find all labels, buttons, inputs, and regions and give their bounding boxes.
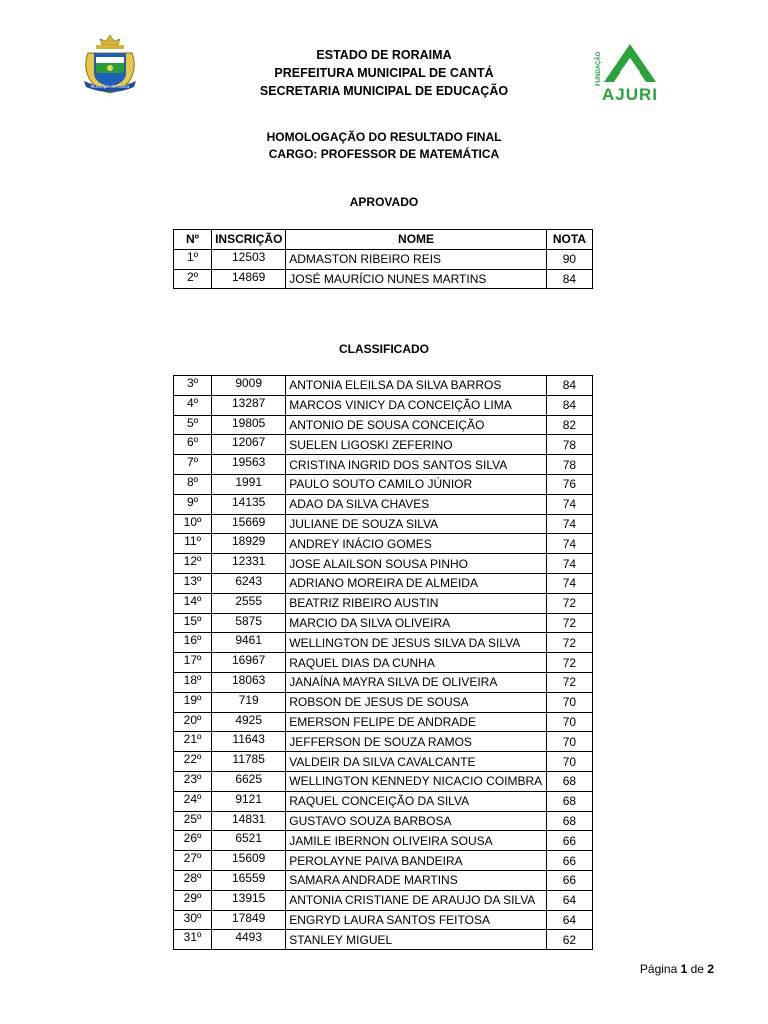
table-header-row (174, 230, 593, 250)
cell-name: ANTONIA ELEILSA DA SILVA BARROS (286, 376, 547, 396)
cell-score: 84 (546, 395, 592, 415)
coat-of-arms-caption: Município de Cantá (90, 84, 130, 89)
cell-score: 74 (546, 573, 592, 593)
cell-rank: 19º (174, 692, 212, 712)
cell-rank: 8º (174, 474, 212, 494)
cell-name: RAQUEL CONCEIÇÃO DA SILVA (286, 791, 547, 811)
cell-name: STANLEY MIGUEL (286, 930, 547, 950)
cell-name: SUELEN LIGOSKI ZEFERINO (286, 435, 547, 455)
cell-score: 64 (546, 910, 592, 930)
ajuri-logo-text: AJURI (601, 85, 659, 102)
document-subheader (0, 129, 768, 163)
cell-registration: 16559 (212, 870, 286, 890)
table-row (174, 930, 593, 950)
aprovado-section-title: APROVADO (349, 195, 419, 209)
cell-rank: 9º (174, 494, 212, 514)
cell-registration: 17849 (212, 910, 286, 930)
table-row (174, 771, 593, 791)
table-row (174, 910, 593, 930)
cell-score: 74 (546, 534, 592, 554)
footer-page-total: 2 (707, 962, 714, 976)
cell-score: 66 (546, 851, 592, 871)
cell-name: MARCIO DA SILVA OLIVEIRA (286, 613, 547, 633)
cell-name: PAULO SOUTO CAMILO JÚNIOR (286, 474, 547, 494)
cell-score: 66 (546, 870, 592, 890)
classificado-table (173, 375, 593, 950)
table-row (174, 752, 593, 772)
cell-score: 72 (546, 593, 592, 613)
cell-registration: 19563 (212, 455, 286, 475)
table-row (174, 712, 593, 732)
cell-registration: 12331 (212, 554, 286, 574)
table-row (174, 633, 593, 653)
cell-registration: 6521 (212, 831, 286, 851)
cell-rank: 1º (174, 249, 212, 269)
cell-name: WELLINGTON KENNEDY NICACIO COIMBRA (286, 771, 547, 791)
cell-name: JEFFERSON DE SOUZA RAMOS (286, 732, 547, 752)
cell-rank: 17º (174, 653, 212, 673)
cell-name: ENGRYD LAURA SANTOS FEITOSA (286, 910, 547, 930)
table-row (174, 249, 593, 269)
cell-registration: 4493 (212, 930, 286, 950)
subheader-position: CARGO: PROFESSOR DE MATEMÁTICA (268, 147, 500, 161)
header-prefecture: PREFEITURA MUNICIPAL DE CANTÁ (274, 66, 494, 80)
table-row (174, 811, 593, 831)
cell-score: 74 (546, 554, 592, 574)
cell-score: 84 (546, 376, 592, 396)
cell-name: VALDEIR DA SILVA CAVALCANTE (286, 752, 547, 772)
cell-rank: 23º (174, 771, 212, 791)
table-row (174, 593, 593, 613)
cell-registration: 9461 (212, 633, 286, 653)
cell-name: JOSE ALAILSON SOUSA PINHO (286, 554, 547, 574)
cell-rank: 5º (174, 415, 212, 435)
cell-rank: 16º (174, 633, 212, 653)
table-row (174, 851, 593, 871)
cell-name: ANTONIO DE SOUSA CONCEIÇÃO (286, 415, 547, 435)
cell-score: 72 (546, 653, 592, 673)
header-state: ESTADO DE RORAIMA (316, 48, 452, 62)
cell-name: MARCOS VINICY DA CONCEIÇÃO LIMA (286, 395, 547, 415)
cell-name: ADMASTON RIBEIRO REIS (286, 249, 547, 269)
cell-registration: 9121 (212, 791, 286, 811)
cell-score: 68 (546, 811, 592, 831)
cell-score: 68 (546, 771, 592, 791)
cell-name: JAMILE IBERNON OLIVEIRA SOUSA (286, 831, 547, 851)
cell-score: 72 (546, 672, 592, 692)
subheader-title: HOMOLOGAÇÃO DO RESULTADO FINAL (266, 130, 502, 144)
table-row (174, 415, 593, 435)
column-header-number: Nº (174, 230, 212, 250)
table-row (174, 890, 593, 910)
cell-name: EMERSON FELIPE DE ANDRADE (286, 712, 547, 732)
cell-rank: 25º (174, 811, 212, 831)
table-row (174, 653, 593, 673)
cell-rank: 2º (174, 269, 212, 289)
cell-registration: 12067 (212, 435, 286, 455)
cell-registration: 14869 (212, 269, 286, 289)
cell-score: 66 (546, 831, 592, 851)
column-header-name: NOME (286, 230, 547, 250)
cell-rank: 10º (174, 514, 212, 534)
cell-rank: 11º (174, 534, 212, 554)
cell-rank: 27º (174, 851, 212, 871)
cell-registration: 4925 (212, 712, 286, 732)
cell-name: ROBSON DE JESUS DE SOUSA (286, 692, 547, 712)
footer-page-prefix: Página (639, 962, 681, 976)
cell-registration: 6625 (212, 771, 286, 791)
table-row (174, 514, 593, 534)
cell-name: SAMARA ANDRADE MARTINS (286, 870, 547, 890)
cell-rank: 28º (174, 870, 212, 890)
cell-registration: 12503 (212, 249, 286, 269)
column-header-score: NOTA (546, 230, 592, 250)
cell-score: 72 (546, 613, 592, 633)
table-row (174, 831, 593, 851)
table-row (174, 613, 593, 633)
cell-score: 72 (546, 633, 592, 653)
table-row (174, 534, 593, 554)
table-row (174, 474, 593, 494)
table-row (174, 395, 593, 415)
cell-rank: 14º (174, 593, 212, 613)
cell-name: ANTONIA CRISTIANE DE ARAUJO DA SILVA (286, 890, 547, 910)
table-row (174, 494, 593, 514)
aprovado-table (173, 229, 593, 289)
cell-score: 78 (546, 435, 592, 455)
cell-rank: 6º (174, 435, 212, 455)
cell-score: 70 (546, 752, 592, 772)
column-header-registration: INSCRIÇÃO (212, 230, 286, 250)
cell-rank: 24º (174, 791, 212, 811)
cell-score: 74 (546, 494, 592, 514)
cell-score: 90 (546, 249, 592, 269)
cell-rank: 22º (174, 752, 212, 772)
cell-name: BEATRIZ RIBEIRO AUSTIN (286, 593, 547, 613)
cell-rank: 15º (174, 613, 212, 633)
cell-rank: 31º (174, 930, 212, 950)
cell-name: JOSÉ MAURÍCIO NUNES MARTINS (286, 269, 547, 289)
cell-rank: 30º (174, 910, 212, 930)
classificado-section-title: CLASSIFICADO (339, 342, 429, 356)
cell-score: 82 (546, 415, 592, 435)
cell-registration: 2555 (212, 593, 286, 613)
cell-rank: 18º (174, 672, 212, 692)
table-row (174, 672, 593, 692)
table-row (174, 870, 593, 890)
cell-score: 78 (546, 455, 592, 475)
table-row (174, 455, 593, 475)
cell-name: JANAÍNA MAYRA SILVA DE OLIVEIRA (286, 672, 547, 692)
cell-registration: 15669 (212, 514, 286, 534)
cell-name: ADAO DA SILVA CHAVES (286, 494, 547, 514)
cell-score: 74 (546, 514, 592, 534)
cell-score: 64 (546, 890, 592, 910)
cell-registration: 19805 (212, 415, 286, 435)
cell-score: 70 (546, 692, 592, 712)
cell-name: ANDREY INÁCIO GOMES (286, 534, 547, 554)
cell-rank: 7º (174, 455, 212, 475)
cell-score: 76 (546, 474, 592, 494)
cell-registration: 13287 (212, 395, 286, 415)
table-row (174, 376, 593, 396)
table-row (174, 791, 593, 811)
cell-rank: 26º (174, 831, 212, 851)
cell-name: CRISTINA INGRID DOS SANTOS SILVA (286, 455, 547, 475)
cell-registration: 13915 (212, 890, 286, 910)
cell-registration: 1991 (212, 474, 286, 494)
cell-score: 68 (546, 791, 592, 811)
cell-rank: 3º (174, 376, 212, 396)
table-row (174, 692, 593, 712)
cell-score: 70 (546, 732, 592, 752)
cell-registration: 14135 (212, 494, 286, 514)
table-row (174, 554, 593, 574)
cell-score: 70 (546, 712, 592, 732)
table-row (174, 573, 593, 593)
cell-registration: 14831 (212, 811, 286, 831)
cell-registration: 15609 (212, 851, 286, 871)
page-footer (640, 962, 714, 976)
cell-registration: 5875 (212, 613, 286, 633)
table-row (174, 732, 593, 752)
cell-name: WELLINGTON DE JESUS SILVA DA SILVA (286, 633, 547, 653)
cell-score: 84 (546, 269, 592, 289)
footer-page-middle: de (687, 962, 708, 976)
cell-name: JULIANE DE SOUZA SILVA (286, 514, 547, 534)
cell-name: RAQUEL DIAS DA CUNHA (286, 653, 547, 673)
footer-page-number: 1 (680, 962, 688, 976)
cell-registration: 9009 (212, 376, 286, 396)
header-secretariat: SECRETARIA MUNICIPAL DE EDUCAÇÃO (259, 84, 509, 98)
cell-name: PEROLAYNE PAIVA BANDEIRA (286, 851, 547, 871)
cell-rank: 4º (174, 395, 212, 415)
cell-registration: 11643 (212, 732, 286, 752)
fundacao-ajuri-logo-icon (590, 44, 660, 102)
cell-score: 62 (546, 930, 592, 950)
cell-registration: 18929 (212, 534, 286, 554)
table-row (174, 269, 593, 289)
table-row (174, 435, 593, 455)
cell-rank: 12º (174, 554, 212, 574)
cell-rank: 13º (174, 573, 212, 593)
cell-rank: 20º (174, 712, 212, 732)
cell-rank: 21º (174, 732, 212, 752)
cell-registration: 719 (212, 692, 286, 712)
cell-registration: 16967 (212, 653, 286, 673)
cell-registration: 6243 (212, 573, 286, 593)
cell-name: GUSTAVO SOUZA BARBOSA (286, 811, 547, 831)
cell-name: ADRIANO MOREIRA DE ALMEIDA (286, 573, 547, 593)
cell-rank: 29º (174, 890, 212, 910)
cell-registration: 18063 (212, 672, 286, 692)
ajuri-logo-small-text: FUNDAÇÃO (596, 51, 602, 86)
cell-registration: 11785 (212, 752, 286, 772)
